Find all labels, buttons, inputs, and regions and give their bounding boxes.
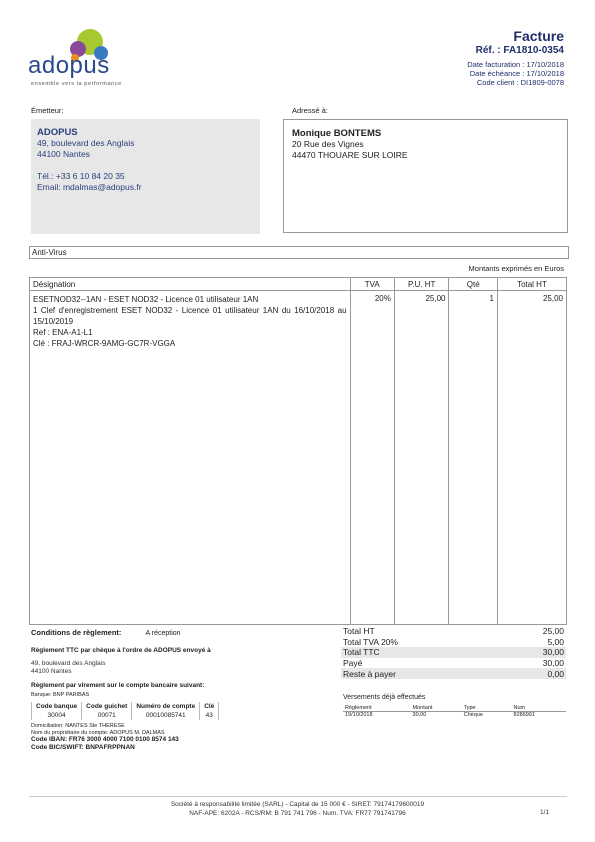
designation-cell bbox=[30, 291, 351, 625]
cheque-address: 49, boulevard des Anglais bbox=[31, 660, 106, 667]
items-header-row bbox=[30, 278, 567, 291]
versement-header: Type bbox=[462, 705, 512, 712]
emetteur-tel: Tél.: +33 6 10 84 20 35 bbox=[37, 171, 125, 181]
designation-line: 1 Clef d'enregistrement ESET NOD32 - Licence 01 utilisateur 1AN du 16/10/2018 au 15/10/2019 bbox=[33, 306, 347, 326]
paye-row: Payé 30,00 bbox=[343, 658, 564, 669]
designation-line: Ref : ENA-A1-L1 bbox=[33, 328, 93, 337]
cheque-address: 44100 Nantes bbox=[31, 668, 72, 675]
footer-line: NAF-APE: 6202A - RCS/RM: B 791 741 796 - Num. TVA: FR77 791741796 bbox=[189, 810, 406, 817]
company-logo bbox=[28, 28, 133, 90]
bank-header: Numéro de compte bbox=[132, 702, 200, 711]
items-table bbox=[29, 277, 567, 625]
invoice-ref: Réf. : FA1810-0354 bbox=[475, 45, 564, 56]
logo-tagline: ensemble vers la performance bbox=[31, 81, 122, 87]
bank-value: 43 bbox=[200, 711, 219, 720]
versement-header: Montant bbox=[411, 705, 462, 712]
reste-row: Reste à payer 0,00 bbox=[343, 668, 564, 679]
emetteur-city: 44100 Nantes bbox=[37, 149, 90, 159]
bank-header: Code guichet bbox=[82, 702, 132, 711]
bank-value: 00071 bbox=[82, 711, 132, 720]
destinataire-name: Monique BONTEMS bbox=[292, 128, 382, 139]
total-ttc-row: Total TTC 30,00 bbox=[343, 647, 564, 658]
destinataire-label: Adressé à: bbox=[292, 106, 328, 115]
invoice-header bbox=[344, 28, 564, 87]
bank-header: Clé bbox=[200, 702, 219, 711]
col-total: Total HT bbox=[497, 278, 566, 291]
versements-title: Versements déjà effectués bbox=[343, 694, 426, 701]
bank-name: Banque: BNP PARIBAS bbox=[31, 692, 90, 698]
versements-table bbox=[343, 705, 566, 718]
conditions-value: A réception bbox=[145, 630, 181, 637]
invoice-subject: Anti-Virus bbox=[29, 246, 569, 259]
designation-line: ESETNOD32--1AN - ESET NOD32 - Licence 01 utilisateur 1AN bbox=[33, 295, 259, 304]
account-owner: Nom du propriétaire du compte: ADOPUS M. DALMAS bbox=[31, 729, 165, 736]
versement-header: Num bbox=[512, 705, 566, 712]
emetteur-email: Email: mdalmas@adopus.fr bbox=[37, 182, 142, 192]
conditions-label: Conditions de règlement: bbox=[31, 628, 122, 637]
date-echeance: Date échéance : 17/10/2018 bbox=[469, 69, 564, 78]
total-tva-row: Total TVA 20% 5,00 bbox=[343, 636, 564, 647]
destinataire-street: 20 Rue des Vignes bbox=[292, 139, 364, 149]
col-qte: Qté bbox=[449, 278, 497, 291]
cheque-title: Règlement TTC par chèque à l'ordre de ADOPUS envoyé à bbox=[31, 647, 211, 654]
emetteur-street: 49, boulevard des Anglais bbox=[37, 138, 135, 148]
page-number: 1/1 bbox=[539, 809, 549, 816]
footer-rule bbox=[29, 796, 567, 797]
destinataire-city: 44470 THOUARE SUR LOIRE bbox=[292, 150, 408, 160]
footer bbox=[0, 800, 595, 818]
table-row bbox=[30, 291, 567, 625]
logo-wordmark: adopus bbox=[28, 52, 110, 79]
destinataire-box bbox=[283, 119, 568, 233]
table-row: 19/10/2018 30,00 Chèque 8286991 bbox=[345, 712, 535, 718]
total-ht-row: Total HT 25,00 bbox=[343, 626, 564, 637]
bic: Code BIC/SWIFT: BNPAFRPPNAN bbox=[31, 744, 135, 751]
pu-cell: 25,00 bbox=[394, 291, 449, 625]
emetteur-label: Émetteur: bbox=[31, 106, 64, 115]
bank-table bbox=[31, 702, 219, 720]
emetteur-box bbox=[31, 119, 260, 234]
emetteur-name: ADOPUS bbox=[37, 127, 78, 138]
virement-title: Règlement par virement sur le compte bancaire suivant: bbox=[31, 682, 205, 689]
qte-cell: 1 bbox=[449, 291, 497, 625]
domiciliation: Domiciliation: NANTES Ste THERESE bbox=[31, 723, 125, 729]
col-tva: TVA bbox=[350, 278, 394, 291]
col-pu: P.U. HT bbox=[394, 278, 449, 291]
versement-header: Règlement bbox=[343, 705, 411, 712]
currency-note: Montants exprimés en Euros bbox=[468, 264, 564, 273]
totals-table bbox=[341, 626, 566, 679]
tva-cell: 20% bbox=[350, 291, 394, 625]
payment-conditions bbox=[31, 628, 331, 752]
footer-line: Société à responsabilité limitée (SARL) - Capital de 15 000 € - SIRET: 79174179600019 bbox=[170, 801, 425, 808]
invoice-title: Facture bbox=[513, 28, 564, 44]
date-facturation: Date facturation : 17/10/2018 bbox=[467, 60, 564, 69]
code-client: Code client : DI1809-0078 bbox=[476, 78, 564, 87]
total-cell: 25,00 bbox=[497, 291, 566, 625]
bank-header: Code banque bbox=[32, 702, 82, 711]
col-designation: Désignation bbox=[30, 278, 351, 291]
versements bbox=[343, 694, 566, 718]
bank-value: 30004 bbox=[32, 711, 82, 720]
bank-value: 00010085741 bbox=[132, 711, 200, 720]
designation-line: Clé : FRAJ-WRCR-9AMG-GC7R-VGGA bbox=[33, 339, 176, 348]
iban: Code IBAN: FR76 3000 4000 7100 0100 8574 143 bbox=[31, 736, 179, 743]
